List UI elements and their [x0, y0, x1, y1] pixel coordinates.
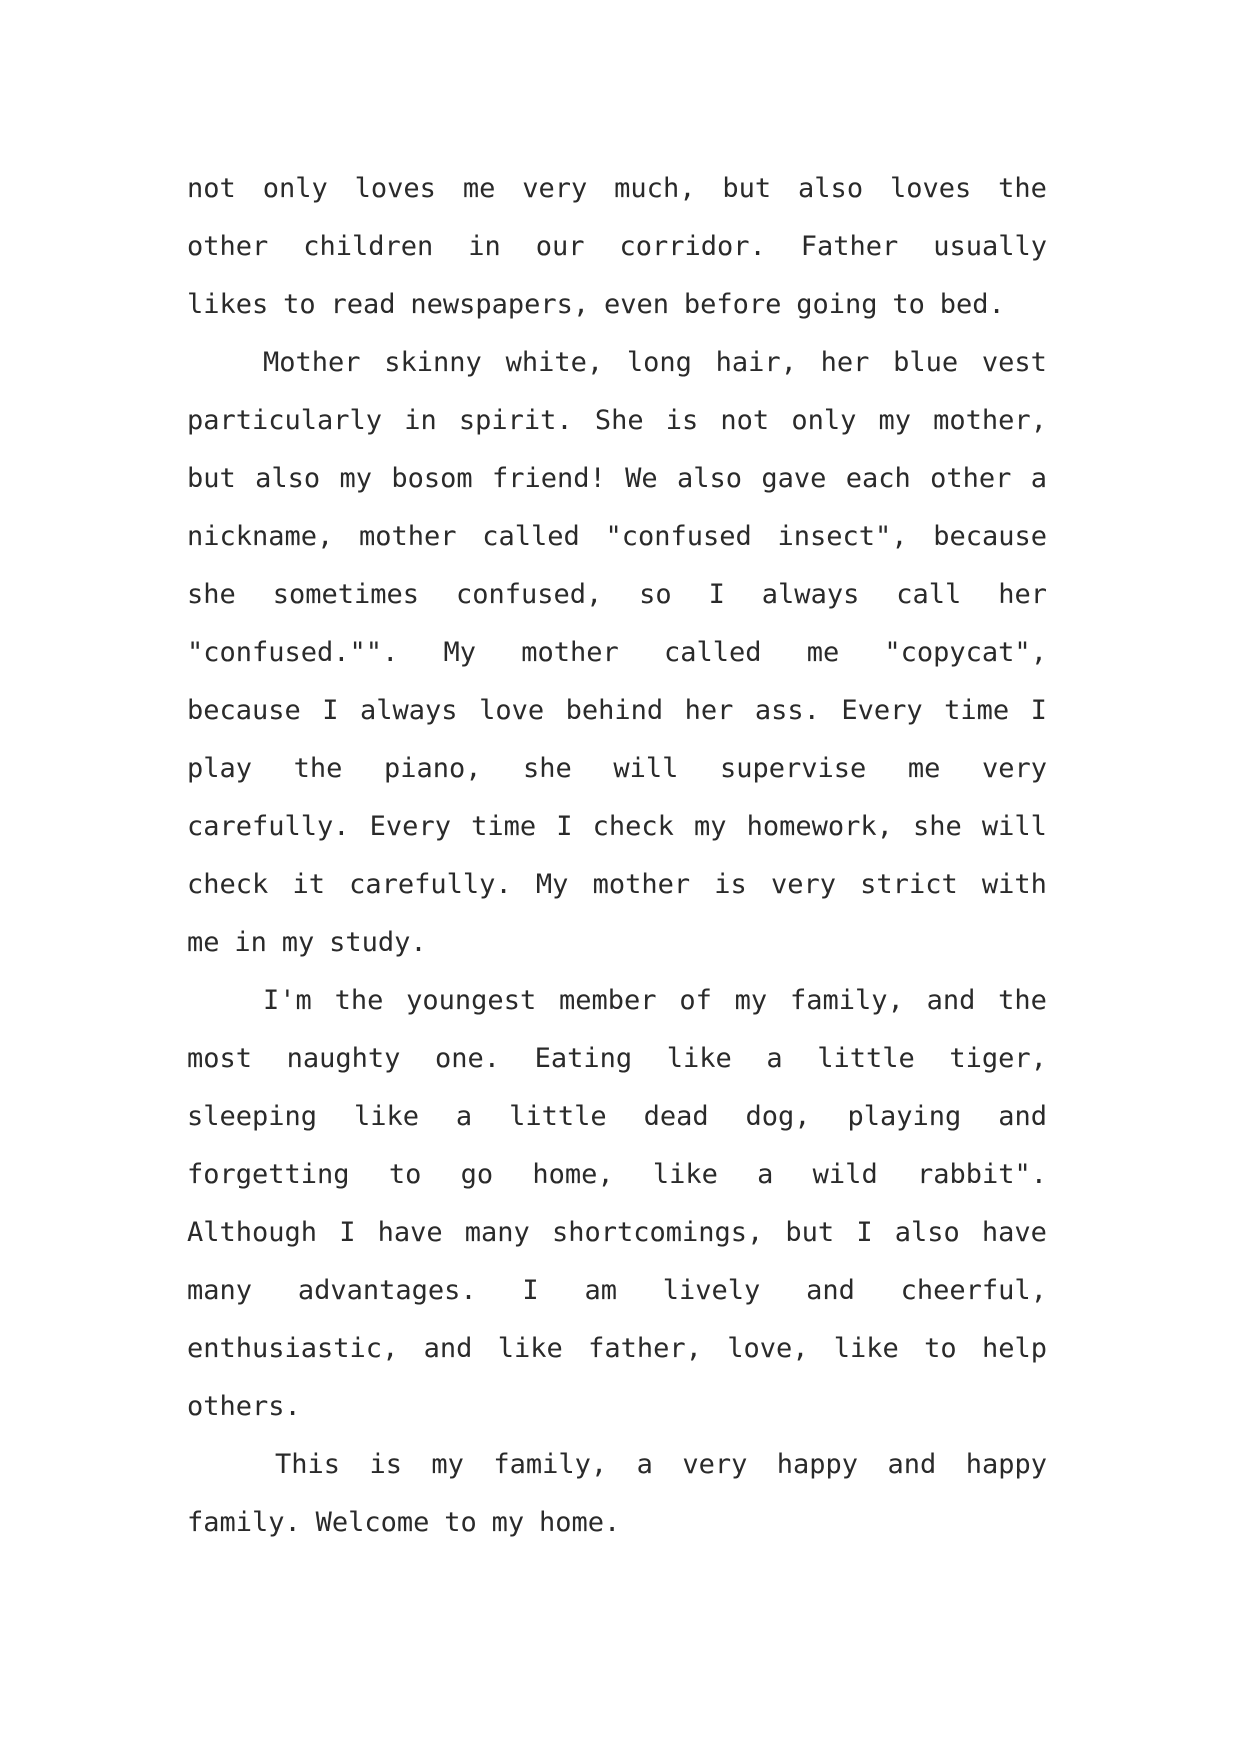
text-line — [187, 798, 1047, 856]
word: supervise — [719, 753, 867, 784]
word: home. — [539, 1507, 621, 1538]
word: Eating — [534, 1043, 633, 1074]
word: very — [770, 869, 836, 900]
word: shortcomings, — [551, 1217, 764, 1248]
word: and — [887, 1449, 937, 1480]
word: This — [275, 1449, 341, 1480]
word: to — [283, 289, 316, 320]
text-line — [187, 450, 1047, 508]
word: I — [1030, 695, 1047, 726]
word: I — [522, 1275, 539, 1306]
word: We — [625, 463, 658, 494]
word: a — [757, 1159, 774, 1190]
word: many — [464, 1217, 530, 1248]
word: carefully. — [349, 869, 512, 900]
word: sleeping — [187, 1101, 318, 1132]
word: ass. — [754, 695, 820, 726]
text-line — [187, 334, 1047, 392]
text-line — [187, 1030, 1047, 1088]
word: happy — [776, 1449, 859, 1480]
text-line — [187, 276, 1047, 334]
word: is — [369, 1449, 402, 1480]
word: the — [998, 985, 1047, 1016]
word: Mother — [263, 347, 361, 378]
word: skinny — [384, 347, 482, 378]
word: in — [234, 927, 267, 958]
word: not — [187, 173, 236, 204]
word: My — [535, 869, 569, 900]
word: strict — [860, 869, 958, 900]
word: very — [981, 753, 1047, 784]
word: help — [981, 1333, 1047, 1364]
word: dead — [643, 1101, 709, 1132]
word: one. — [435, 1043, 501, 1074]
word: mother — [359, 521, 457, 552]
word: happy — [965, 1449, 1047, 1480]
body-text — [187, 160, 1047, 1552]
word: always — [360, 695, 458, 726]
word: sometimes — [272, 579, 420, 610]
word: it — [292, 869, 325, 900]
word: to — [924, 1333, 957, 1364]
text-line — [187, 1494, 1047, 1552]
word: children — [303, 231, 434, 262]
word: most — [187, 1043, 253, 1074]
word: I — [708, 579, 725, 610]
word: only — [262, 173, 328, 204]
word: particularly — [187, 405, 383, 436]
word: with — [981, 869, 1047, 900]
word: gave — [761, 463, 827, 494]
word: vest — [981, 347, 1047, 378]
word: in — [404, 405, 437, 436]
word: nickname, — [187, 521, 334, 552]
word: her — [820, 347, 870, 378]
text-line — [187, 1146, 1047, 1204]
word: a — [455, 1101, 473, 1132]
word: "confused."". — [187, 637, 399, 668]
text-line — [187, 1262, 1047, 1320]
word: read — [330, 289, 396, 320]
text-line — [187, 392, 1047, 450]
word: little — [817, 1043, 915, 1074]
word: her — [998, 579, 1047, 610]
word: play — [187, 753, 253, 784]
text-line — [187, 1320, 1047, 1378]
word: wild — [812, 1159, 878, 1190]
word: father, — [588, 1333, 702, 1364]
word: also — [894, 1217, 960, 1248]
word: me — [187, 927, 220, 958]
text-line — [187, 682, 1047, 740]
word: love — [479, 695, 545, 726]
word: very — [522, 173, 588, 204]
word: She — [594, 405, 644, 436]
word: mother, — [933, 405, 1047, 436]
word: usually — [933, 231, 1047, 262]
word: tiger, — [949, 1043, 1047, 1074]
word: mother — [521, 637, 619, 668]
word: insect", — [777, 521, 908, 552]
word: my — [693, 811, 727, 842]
word: study. — [329, 927, 427, 958]
word: to — [444, 1507, 477, 1538]
word: piano, — [383, 753, 482, 784]
word: long — [626, 347, 692, 378]
text-line — [187, 508, 1047, 566]
word: but — [722, 173, 772, 204]
word: me — [462, 173, 496, 204]
word: she — [523, 753, 572, 784]
word: is — [665, 405, 699, 436]
word: like — [833, 1333, 899, 1364]
word: homework, — [746, 811, 893, 842]
word: much, — [614, 173, 696, 204]
word: also — [676, 463, 743, 494]
word: time — [944, 695, 1010, 726]
word: behind — [565, 695, 664, 726]
word: but — [187, 463, 236, 494]
word: advantages. — [297, 1275, 477, 1306]
word: will — [981, 811, 1047, 842]
word: family, — [493, 1449, 608, 1480]
word: and — [806, 1275, 855, 1306]
text-line — [187, 856, 1047, 914]
word: time — [471, 811, 537, 842]
word: cheerful, — [900, 1275, 1047, 1306]
word: because — [933, 521, 1047, 552]
word: even — [604, 289, 670, 320]
word: enthusiastic, — [187, 1333, 399, 1364]
word: each — [845, 463, 911, 494]
word: like — [652, 1159, 718, 1190]
text-line — [187, 740, 1047, 798]
word: family. — [187, 1507, 301, 1538]
word: other — [187, 231, 269, 262]
word: little — [509, 1101, 607, 1132]
word: so — [639, 579, 672, 610]
word: the — [998, 173, 1047, 204]
word: check — [592, 811, 674, 842]
word: and — [423, 1333, 473, 1364]
word: many — [187, 1275, 253, 1306]
word: My — [443, 637, 477, 668]
word: called — [482, 521, 580, 552]
word: likes — [187, 289, 269, 320]
word: loves — [889, 173, 972, 204]
word: white, — [505, 347, 604, 378]
word: because — [187, 695, 301, 726]
word: have — [981, 1217, 1047, 1248]
text-line — [187, 914, 1047, 972]
word: also — [255, 463, 321, 494]
word: I — [339, 1217, 356, 1248]
word: my — [339, 463, 373, 494]
word: Every — [841, 695, 923, 726]
word: member — [559, 985, 657, 1016]
word: before — [683, 289, 782, 320]
word: home, — [532, 1159, 614, 1190]
word: blue — [893, 347, 959, 378]
word: my — [281, 927, 315, 958]
text-line — [187, 218, 1047, 276]
word: hair, — [715, 347, 797, 378]
word: carefully. — [187, 811, 350, 842]
text-line — [187, 624, 1047, 682]
word: confused, — [455, 579, 603, 610]
word: also — [798, 173, 864, 204]
word: my — [878, 405, 911, 436]
word: go — [460, 1159, 494, 1190]
word: of — [679, 985, 712, 1016]
word: love, — [727, 1333, 809, 1364]
word: family, — [789, 985, 904, 1016]
word: Welcome — [315, 1507, 430, 1538]
word: Every — [369, 811, 451, 842]
word: rabbit". — [916, 1159, 1047, 1190]
text-line — [187, 160, 1047, 218]
word: to — [892, 289, 925, 320]
word: and — [998, 1101, 1047, 1132]
word: bosom — [391, 463, 473, 494]
word: me — [806, 637, 840, 668]
word: like — [497, 1333, 563, 1364]
word: spirit. — [458, 405, 573, 436]
word: newspapers, — [410, 289, 590, 320]
word: a — [636, 1449, 653, 1480]
word: dog, — [745, 1101, 811, 1132]
word: "confused — [605, 521, 752, 552]
word: Although — [187, 1217, 318, 1248]
word: Father — [800, 231, 899, 262]
word: to — [388, 1159, 422, 1190]
text-line — [187, 566, 1047, 624]
word: not — [720, 405, 770, 436]
word: a — [766, 1043, 783, 1074]
word: called — [663, 637, 762, 668]
word: is — [714, 869, 747, 900]
word: "copycat", — [884, 637, 1047, 668]
word: our — [535, 231, 585, 262]
word: only — [791, 405, 857, 436]
word: very — [682, 1449, 748, 1480]
word: my — [491, 1507, 525, 1538]
word: her — [684, 695, 734, 726]
text-line — [187, 1436, 1047, 1494]
word: youngest — [406, 985, 537, 1016]
word: a — [1030, 463, 1047, 494]
word: mother — [592, 869, 691, 900]
word: in — [468, 231, 501, 262]
word: others. — [187, 1391, 301, 1422]
word: she — [913, 811, 962, 842]
word: have — [377, 1217, 443, 1248]
text-line — [187, 1378, 1047, 1436]
word: I — [856, 1217, 873, 1248]
word: I — [322, 695, 339, 726]
word: other — [930, 463, 1012, 494]
word: check — [187, 869, 269, 900]
word: my — [431, 1449, 464, 1480]
word: always — [761, 579, 860, 610]
word: I — [556, 811, 573, 842]
word: the — [334, 985, 384, 1016]
word: friend! — [491, 463, 606, 494]
word: but — [785, 1217, 835, 1248]
word: will — [613, 753, 679, 784]
word: I'm — [263, 985, 312, 1016]
word: playing — [847, 1101, 962, 1132]
text-line — [187, 1088, 1047, 1146]
text-line — [187, 972, 1047, 1030]
word: she — [187, 579, 236, 610]
word: corridor. — [619, 231, 766, 262]
word: going — [796, 289, 878, 320]
word: and — [926, 985, 976, 1016]
word: like — [666, 1043, 732, 1074]
word: bed. — [939, 289, 1005, 320]
word: call — [896, 579, 962, 610]
word: like — [353, 1101, 419, 1132]
word: the — [293, 753, 343, 784]
text-line — [187, 1204, 1047, 1262]
word: me — [907, 753, 941, 784]
word: forgetting — [187, 1159, 350, 1190]
word: loves — [354, 173, 436, 204]
word: am — [584, 1275, 617, 1306]
word: lively — [662, 1275, 761, 1306]
word: naughty — [286, 1043, 401, 1074]
word: my — [734, 985, 768, 1016]
